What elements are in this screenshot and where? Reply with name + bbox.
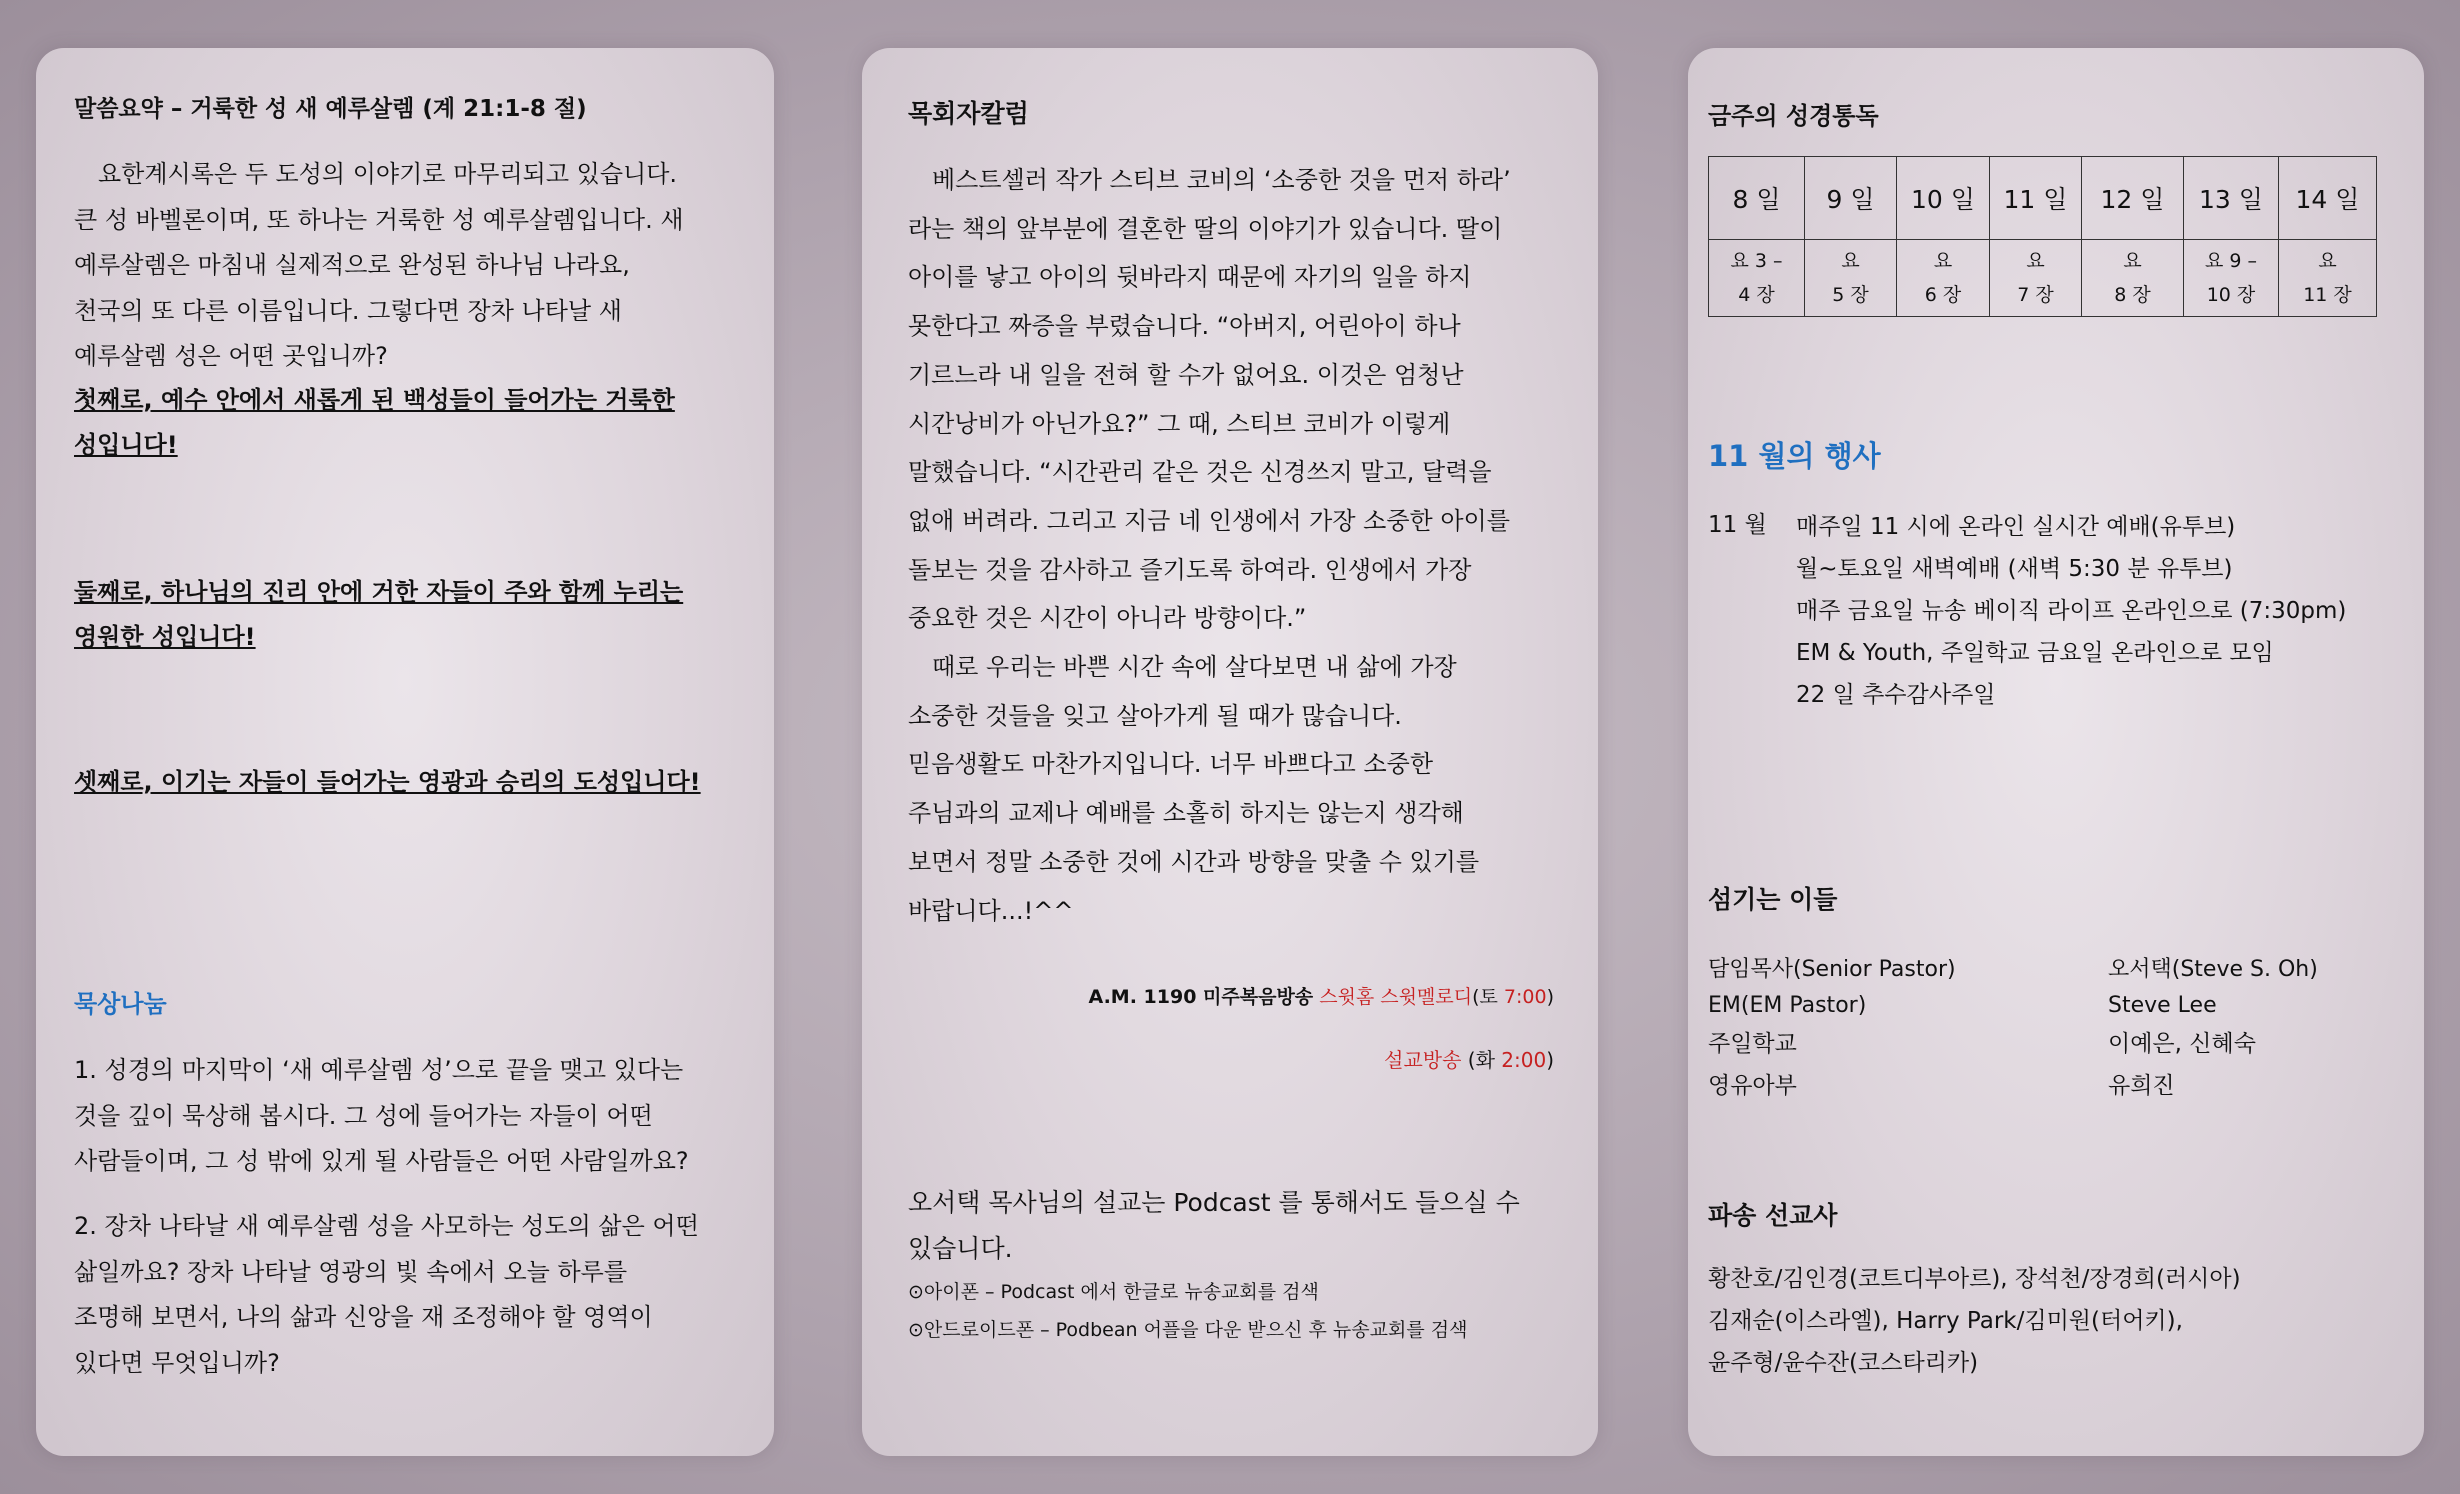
reading-day: 9 일 — [1805, 157, 1897, 240]
chapter-book: 요 9 – — [2204, 250, 2258, 272]
reading-day: 8 일 — [1709, 157, 1805, 240]
missionary-line: 윤주형/윤수잔(코스타리카) — [1708, 1350, 1979, 1376]
event-item: 월~토요일 새벽예배 (새벽 5:30 분 유투브) — [1796, 556, 2233, 582]
servant-name: 오서택(Steve S. Oh) — [2108, 957, 2318, 982]
servants-names — [2108, 952, 2318, 1108]
event-item: EM & Youth, 주일학교 금요일 온라인으로 모임 — [1796, 640, 2274, 666]
column-title: 목회자칼럼 — [908, 99, 1029, 128]
column-line: 주님과의 교제나 예배를 소홀히 하지는 않는지 생각해 — [908, 799, 1464, 828]
podcast-iphone: ⊙아이폰 – Podcast 에서 한글로 뉴송교회를 검색 — [908, 1281, 1319, 1303]
sermon-title: 말씀요약 – 거룩한 성 새 예루살렘 (계 21:1-8 절) — [74, 96, 587, 122]
column-line: 베스트셀러 작가 스티브 코비의 ‘소중한 것을 먼저 하라’ — [908, 166, 1511, 194]
missionary-line: 황찬호/김인경(코트디부아르), 장석천/장경희(러시아) — [1708, 1266, 2241, 1292]
reading-day: 12 일 — [2082, 157, 2184, 240]
servant-role: 담임목사(Senior Pastor) — [1708, 957, 1956, 982]
event-item: 매주 금요일 뉴송 베이직 라이프 온라인으로 (7:30pm) — [1796, 598, 2347, 624]
chapter-range: 7 장 — [2017, 284, 2054, 306]
meditation-title: 묵상나눔 — [74, 990, 167, 1018]
radio-day: (토 — [1472, 986, 1498, 1008]
events-list — [1796, 506, 2346, 716]
servant-name: 이예은, 신혜숙 — [2108, 1031, 2256, 1057]
chapter-book: 요 — [2026, 250, 2045, 272]
meditation-question-1 — [74, 1048, 774, 1185]
event-item: 매주일 11 시에 온라인 실시간 예배(유투브) — [1796, 514, 2236, 540]
podcast-android: ⊙안드로이드폰 – Podbean 어플을 다운 받으신 후 뉴송교회를 검색 — [908, 1319, 1468, 1341]
point-line: 둘째로, 하나님의 진리 안에 거한 자들이 주와 함께 누리는 — [74, 578, 684, 606]
question-line: 1. 성경의 마지막이 ‘새 예루살렘 성’으로 끝을 맺고 있다는 — [74, 1056, 684, 1084]
servant-role: 영유아부 — [1708, 1073, 1797, 1099]
chapter-book: 요 — [1841, 250, 1860, 272]
reading-chapter — [2279, 240, 2377, 317]
meditation-question-2 — [74, 1204, 774, 1386]
radio-program-name: 스윗홈 스윗멜로디 — [1319, 986, 1473, 1008]
sermon-broadcast-label: 설교방송 — [1384, 1048, 1462, 1072]
chapter-range: 4 장 — [1738, 284, 1775, 306]
chapter-book: 요 3 – — [1730, 250, 1783, 272]
podcast-info — [908, 1180, 1520, 1272]
column-line: 기르느라 내 일을 전혀 할 수가 없어요. 이것은 엄청난 — [908, 360, 1464, 389]
event-item: 22 일 추수감사주일 — [1796, 682, 1996, 708]
sermon-point-3: 셋째로, 이기는 자들이 들어가는 영광과 승리의 도성입니다! — [74, 768, 701, 796]
question-line: 삶일까요? 장차 나타날 영광의 빛 속에서 오늘 하루를 — [74, 1257, 628, 1286]
reading-day: 11 일 — [1990, 157, 2082, 240]
column-body — [908, 156, 1588, 935]
chapter-book: 요 — [2318, 250, 2337, 272]
info-panel — [1688, 48, 2424, 1456]
column-line: 돌보는 것을 감사하고 즐기도록 하여라. 인생에서 가장 — [908, 555, 1472, 584]
radio-close: ) — [1546, 986, 1554, 1008]
servant-role: EM(EM Pastor) — [1708, 993, 1867, 1018]
sermon-point-1 — [74, 378, 764, 468]
reading-day: 14 일 — [2279, 157, 2377, 240]
reading-days-row — [1709, 157, 2377, 240]
chapter-range: 6 장 — [1924, 284, 1962, 306]
missionaries-title: 파송 선교사 — [1708, 1201, 1838, 1230]
servant-name: Steve Lee — [2108, 993, 2217, 1018]
sermon-intro — [74, 152, 764, 380]
chapter-book: 요 — [2123, 250, 2142, 272]
column-line: 소중한 것들을 잊고 살아가게 될 때가 많습니다. — [908, 701, 1402, 730]
sermon-intro-line: 예루살렘은 마침내 실제적으로 완성된 하나님 나라요, — [74, 251, 630, 279]
reading-day: 10 일 — [1897, 157, 1990, 240]
servants-title: 섬기는 이들 — [1708, 885, 1838, 914]
servant-role: 주일학교 — [1708, 1031, 1797, 1057]
sermon-point-2 — [74, 570, 764, 660]
chapter-range: 8 장 — [2114, 284, 2151, 306]
reading-chapter — [1709, 240, 1805, 317]
column-line: 아이를 낳고 아이의 뒷바라지 때문에 자기의 일을 하지 — [908, 263, 1472, 292]
column-line: 때로 우리는 바쁜 시간 속에 살다보면 내 삶에 가장 — [908, 653, 1457, 682]
chapter-range: 5 장 — [1832, 284, 1869, 306]
reading-chapters-row — [1709, 240, 2377, 317]
column-line: 바랍니다...!^^ — [908, 896, 1074, 925]
missionaries-list — [1708, 1258, 2241, 1384]
events-title: 11 월의 행사 — [1708, 439, 1881, 473]
question-line: 조명해 보면서, 나의 삶과 신앙을 재 조정해야 할 영역이 — [74, 1303, 653, 1331]
reading-table — [1708, 156, 2377, 317]
servant-name: 유희진 — [2108, 1073, 2175, 1099]
sermon-broadcast-day: (화 — [1467, 1048, 1495, 1072]
missionary-line: 김재순(이스라엘), Harry Park/김미원(터어키), — [1708, 1308, 2183, 1334]
podcast-line: 있습니다. — [908, 1234, 1013, 1263]
point-line: 성입니다! — [74, 431, 178, 459]
reading-title: 금주의 성경통독 — [1708, 102, 1879, 130]
sermon-broadcast — [1384, 1044, 1554, 1073]
question-line: 2. 장차 나타날 새 예루살렘 성을 사모하는 성도의 삶은 어떤 — [74, 1212, 699, 1240]
reading-chapter — [2082, 240, 2184, 317]
question-line: 것을 깊이 묵상해 봅시다. 그 성에 들어가는 자들이 어떤 — [74, 1101, 653, 1130]
point-line: 첫째로, 예수 안에서 새롭게 된 백성들이 들어가는 거룩한 — [74, 386, 675, 414]
radio-station: A.M. 1190 미주복음방송 — [1088, 986, 1314, 1008]
sermon-intro-line: 큰 성 바벨론이며, 또 하나는 거룩한 성 예루살렘입니다. 새 — [74, 205, 684, 234]
column-line: 없애 버려라. 그리고 지금 네 인생에서 가장 소중한 아이를 — [908, 506, 1510, 535]
column-line: 말했습니다. “시간관리 같은 것은 신경쓰지 말고, 달력을 — [908, 458, 1492, 487]
radio-time: 7:00 — [1503, 986, 1547, 1008]
sermon-panel — [36, 48, 774, 1456]
chapter-range: 11 장 — [2303, 284, 2352, 306]
chapter-book: 요 — [1933, 250, 1953, 272]
point-line: 영원한 성입니다! — [74, 623, 256, 651]
column-line: 중요한 것은 시간이 아니라 방향이다.” — [908, 604, 1307, 633]
reading-day: 13 일 — [2184, 157, 2279, 240]
column-line: 시간낭비가 아닌가요?” 그 때, 스티브 코비가 이렇게 — [908, 409, 1451, 438]
sermon-intro-line: 예루살렘 성은 어떤 곳입니까? — [74, 342, 388, 370]
sermon-intro-line: 천국의 또 다른 이름입니다. 그렇다면 장차 나타날 새 — [74, 296, 622, 325]
sermon-broadcast-close: ) — [1546, 1048, 1554, 1072]
sermon-intro-line: 요한계시록은 두 도성의 이야기로 마무리되고 있습니다. — [74, 160, 678, 188]
question-line: 사람들이며, 그 성 밖에 있게 될 사람들은 어떤 사람일까요? — [74, 1147, 689, 1175]
podcast-line: 오서택 목사님의 설교는 Podcast 를 통해서도 들으실 수 — [908, 1188, 1520, 1217]
column-line: 못한다고 짜증을 부렸습니다. “아버지, 어린아이 하나 — [908, 312, 1461, 341]
reading-chapter — [2184, 240, 2279, 317]
chapter-range: 10 장 — [2206, 284, 2256, 306]
events-month: 11 월 — [1708, 512, 1767, 538]
reading-chapter — [1805, 240, 1897, 317]
column-line: 믿음생활도 마찬가지입니다. 너무 바쁘다고 소중한 — [908, 750, 1434, 779]
reading-chapter — [1990, 240, 2082, 317]
podcast-instructions — [908, 1273, 1467, 1349]
sermon-broadcast-time: 2:00 — [1501, 1048, 1547, 1072]
reading-chapter — [1897, 240, 1990, 317]
column-line: 보면서 정말 소중한 것에 시간과 방향을 맞출 수 있기를 — [908, 847, 1480, 876]
column-panel — [862, 48, 1598, 1456]
question-line: 있다면 무엇입니까? — [74, 1348, 280, 1377]
servants-roles — [1708, 952, 1956, 1108]
radio-program — [1089, 982, 1554, 1009]
column-line: 라는 책의 앞부분에 결혼한 딸의 이야기가 있습니다. 딸이 — [908, 214, 1503, 243]
